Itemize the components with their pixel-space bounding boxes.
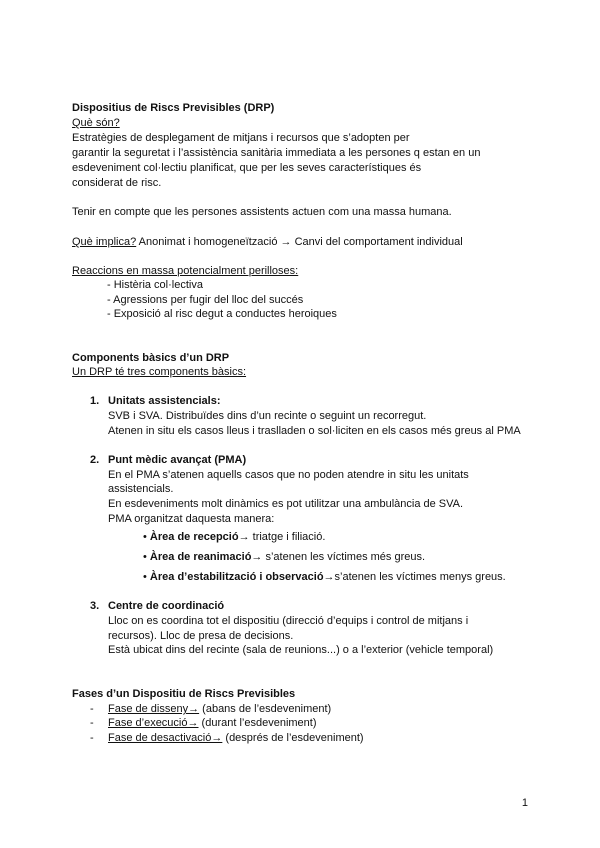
area-desc: → s’atenen les víctimes més greus. <box>251 551 426 563</box>
pma-area-item: • Àrea de recepció→ triatge i filiació. <box>143 531 326 543</box>
component-title-pma: Punt mèdic avançat (PMA) <box>108 454 247 466</box>
fase-item <box>108 716 317 730</box>
fase-desc: (després de l’esdeveniment) <box>222 732 364 744</box>
reaccio-item: - Agressions per fugir del lloc del succés <box>107 294 304 306</box>
implica-text: Anonimat i homogeneïtzació → Canvi del comportament individual <box>136 236 463 248</box>
component-line: Està ubicat dins del recinte (sala de reunions...) o a l’exterior (vehicle temporal) <box>108 644 494 656</box>
fase-dash: - <box>90 703 94 715</box>
section-title-fases: Fases d’un Dispositiu de Riscs Previsibles <box>72 688 296 700</box>
area-desc: → triatge i filiació. <box>238 531 326 543</box>
reaccio-item: - Exposició al risc degut a conductes heroiques <box>107 308 337 320</box>
area-desc: →s’atenen les víctimes menys greus. <box>323 571 506 583</box>
area-name: Àrea de recepció <box>149 531 239 543</box>
item-number: 3. <box>90 600 100 612</box>
section-title-components: Components bàsics d’un DRP <box>72 352 230 364</box>
component-line: PMA organitzat daquesta manera: <box>108 513 275 525</box>
item-number: 1. <box>90 395 100 407</box>
fase-item <box>108 702 331 716</box>
component-line: En el PMA s’atenen aquells casos que no poden atendre in situ les unitats <box>108 469 469 481</box>
definition-line: considerat de risc. <box>72 177 162 189</box>
component-title-centre: Centre de coordinació <box>108 600 225 612</box>
pma-area-item: • Àrea de reanimació→ s’atenen les víctimes més greus. <box>143 551 426 563</box>
area-name: Àrea d’estabilització i observació <box>149 571 324 583</box>
item-number: 2. <box>90 454 100 466</box>
fase-desc: (abans de l’esdeveniment) <box>199 703 332 715</box>
fase-desc: (durant l’esdeveniment) <box>198 717 317 729</box>
area-name: Àrea de reanimació <box>149 551 252 563</box>
component-line: Atenen in situ els casos lleus i traslladen o sol·liciten en els casos més greus al PMA <box>108 425 521 437</box>
definition-line: garantir la seguretat i l’assistència sanitària immediata a les persones q estan en un <box>72 147 481 159</box>
section-title-drp: Dispositius de Riscs Previsibles (DRP) <box>72 102 275 114</box>
reaccions-heading: Reaccions en massa potencialment perilloses: <box>72 265 299 277</box>
implica-label: Què implica? <box>72 236 137 248</box>
page-number: 1 <box>521 797 528 809</box>
component-line: SVB i SVA. Distribuïdes dins d’un recinte o seguint un recorregut. <box>108 410 427 422</box>
pma-area-item: • Àrea d’estabilització i observació→s’atenen les víctimes menys greus. <box>143 571 506 583</box>
definition-line: esdeveniment col·lectiu planificat, que per les seves característiques és <box>72 162 422 174</box>
components-subtitle: Un DRP té tres components bàsics: <box>72 366 247 378</box>
fase-label: Fase d’execució→ <box>108 717 199 729</box>
component-line: En esdeveniments molt dinàmics es pot utilitzar una ambulància de SVA. <box>108 498 464 510</box>
implica-line <box>72 235 463 249</box>
component-title-unitats: Unitats assistencials: <box>108 395 221 407</box>
fase-label: Fase de disseny→ <box>108 703 200 715</box>
que-son-heading: Què són? <box>72 117 120 129</box>
mass-note: Tenir en compte que les persones assistents actuen com una massa humana. <box>72 206 452 218</box>
component-line: Lloc on es coordina tot el dispositiu (direcció d’equips i control de mitjans i <box>108 615 469 627</box>
definition-line: Estratègies de desplegament de mitjans i recursos que s’adopten per <box>72 132 410 144</box>
fase-label: Fase de desactivació→ <box>108 732 223 744</box>
component-line: recursos). Lloc de presa de decisions. <box>108 630 294 642</box>
fase-dash: - <box>90 732 94 744</box>
fase-item <box>108 731 364 745</box>
reaccio-item: - Histèria col·lectiva <box>107 279 203 291</box>
fase-dash: - <box>90 717 94 729</box>
component-line: assistencials. <box>108 483 174 495</box>
